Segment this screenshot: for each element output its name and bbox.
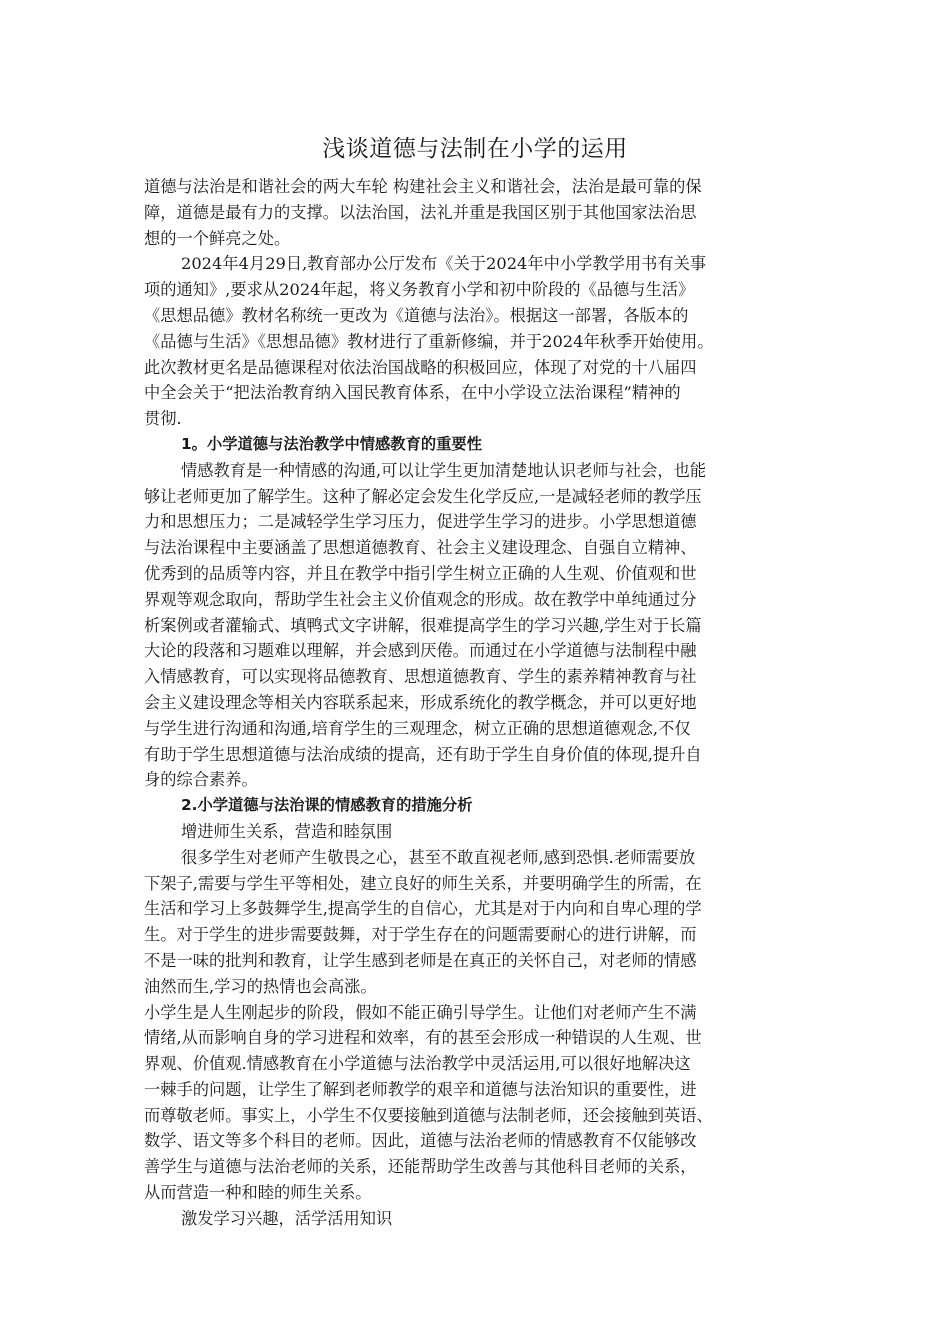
text-line: 中全会关于“把法治教育纳入国民教育体系，在中小学设立法治课程”精神的 xyxy=(144,383,681,403)
text-line: 想的一个鲜亮之处。 xyxy=(144,228,291,248)
section-heading: 2.小学道德与法治课的情感教育的措施分析 xyxy=(181,796,473,815)
text-line: 油然而生,学习的热情也会高涨。 xyxy=(144,976,377,996)
text-line: 生。对于学生的进步需要鼓舞，对于学生存在的问题需要耐心的进行讲解，而 xyxy=(144,925,697,945)
text-line: 数学、语文等多个科目的老师。因此，道德与法治老师的情感教育不仅能够改 xyxy=(144,1131,697,1151)
text-line: 力和思想压力；二是减轻学生学习压力，促进学生学习的进步。小学思想道德 xyxy=(144,512,697,532)
text-line: 与学生进行沟通和沟通,培育学生的三观理念，树立正确的思想道德观念,不仅 xyxy=(144,718,691,738)
text-line: 大论的段落和习题难以理解，并会感到厌倦。而通过在小学道德与法制程中融 xyxy=(144,641,697,661)
text-line: 界观等观念取向，帮助学生社会主义价值观念的形成。故在教学中单纯通过分 xyxy=(144,589,697,609)
text-line: 《思想品德》教材名称统一更改为《道德与法治》。根据这一部署，各版本的 xyxy=(144,305,689,325)
text-line: 生活和学习上多鼓舞学生,提高学生的自信心，尤其是对于内向和自卑心理的学 xyxy=(144,899,702,919)
document-body xyxy=(144,174,824,1232)
text-line: 小学生是人生刚起步的阶段，假如不能正确引导学生。让他们对老师产生不满 xyxy=(144,1002,697,1022)
text-line: 与法治课程中主要涵盖了思想道德教育、社会主义建设理念、自强自立精神、 xyxy=(144,538,697,558)
text-line: 入情感教育，可以实现将品德教育、思想道德教育、学生的素养精神教育与社 xyxy=(144,667,697,687)
text-line: 有助于学生思想道德与法治成绩的提高，还有助于学生自身价值的体现,提升自 xyxy=(144,744,702,764)
text-line: 优秀到的品质等内容，并且在教学中指引学生树立正确的人生观、价值观和世 xyxy=(144,563,697,583)
text-line: 2024年4月29日,教育部办公厅发布《关于2024年中小学教学用书有关事 xyxy=(181,254,707,274)
text-line: 界观、价值观.情感教育在小学道德与法治教学中灵活运用,可以很好地解决这 xyxy=(144,1054,691,1074)
document-title: 浅谈道德与法制在小学的运用 xyxy=(322,136,628,162)
text-line: 此次教材更名是品德课程对依法治国战略的积极回应，体现了对党的十八届四 xyxy=(144,357,697,377)
text-line: 而尊敬老师。事实上，小学生不仅要接触到道德与法制老师，还会接触到英语、 xyxy=(144,1105,713,1125)
text-line: 一棘手的问题，让学生了解到老师教学的艰辛和道德与法治知识的重要性，进 xyxy=(144,1079,697,1099)
text-line: 情感教育是一种情感的沟通,可以让学生更加清楚地认识老师与社会，也能 xyxy=(181,460,707,480)
text-line: 项的通知》,要求从2024年起，将义务教育小学和初中阶段的《品德与生活》 xyxy=(144,280,695,300)
text-line: 障，道德是最有力的支撑。以法治国，法礼并重是我国区别于其他国家法治思 xyxy=(144,202,697,222)
text-line: 析案例或者灌输式、填鸭式文字讲解，很难提高学生的学习兴趣,学生对于长篇 xyxy=(144,615,702,635)
text-line: 增进师生关系，营造和睦氛围 xyxy=(181,821,393,841)
section-heading: 1。小学道德与法治教学中情感教育的重要性 xyxy=(181,434,482,453)
text-line: 够让老师更加了解学生。这种了解必定会发生化学反应,一是减轻老师的教学压 xyxy=(144,486,702,506)
text-line: 《品德与生活》《思想品德》教材进行了重新修编，并于2024年秋季开始使用。 xyxy=(144,331,714,351)
text-line: 不是一味的批判和教育，让学生感到老师是在真正的关怀自己，对老师的情感 xyxy=(144,950,697,970)
text-line: 下架子,需要与学生平等相处，建立良好的师生关系，并要明确学生的所需，在 xyxy=(144,873,702,893)
text-line: 贯彻. xyxy=(144,409,182,429)
text-line: 很多学生对老师产生敬畏之心，甚至不敢直视老师,感到恐惧.老师需要放 xyxy=(181,847,696,867)
text-line: 情绪,从而影响自身的学习进程和效率，有的甚至会形成一种错误的人生观、世 xyxy=(144,1028,702,1048)
text-line: 从而营造一种和睦的师生关系。 xyxy=(144,1183,372,1203)
text-line: 身的综合素养。 xyxy=(144,770,258,790)
text-line: 激发学习兴趣，活学活用知识 xyxy=(181,1208,393,1228)
text-line: 道德与法治是和谐社会的两大车轮 构建社会主义和谐社会，法治是最可靠的保 xyxy=(144,177,702,196)
text-line: 善学生与道德与法治老师的关系，还能帮助学生改善与其他科目老师的关系， xyxy=(144,1157,697,1177)
text-line: 会主义建设理念等相关内容联系起来，形成系统化的教学概念，并可以更好地 xyxy=(144,692,697,712)
